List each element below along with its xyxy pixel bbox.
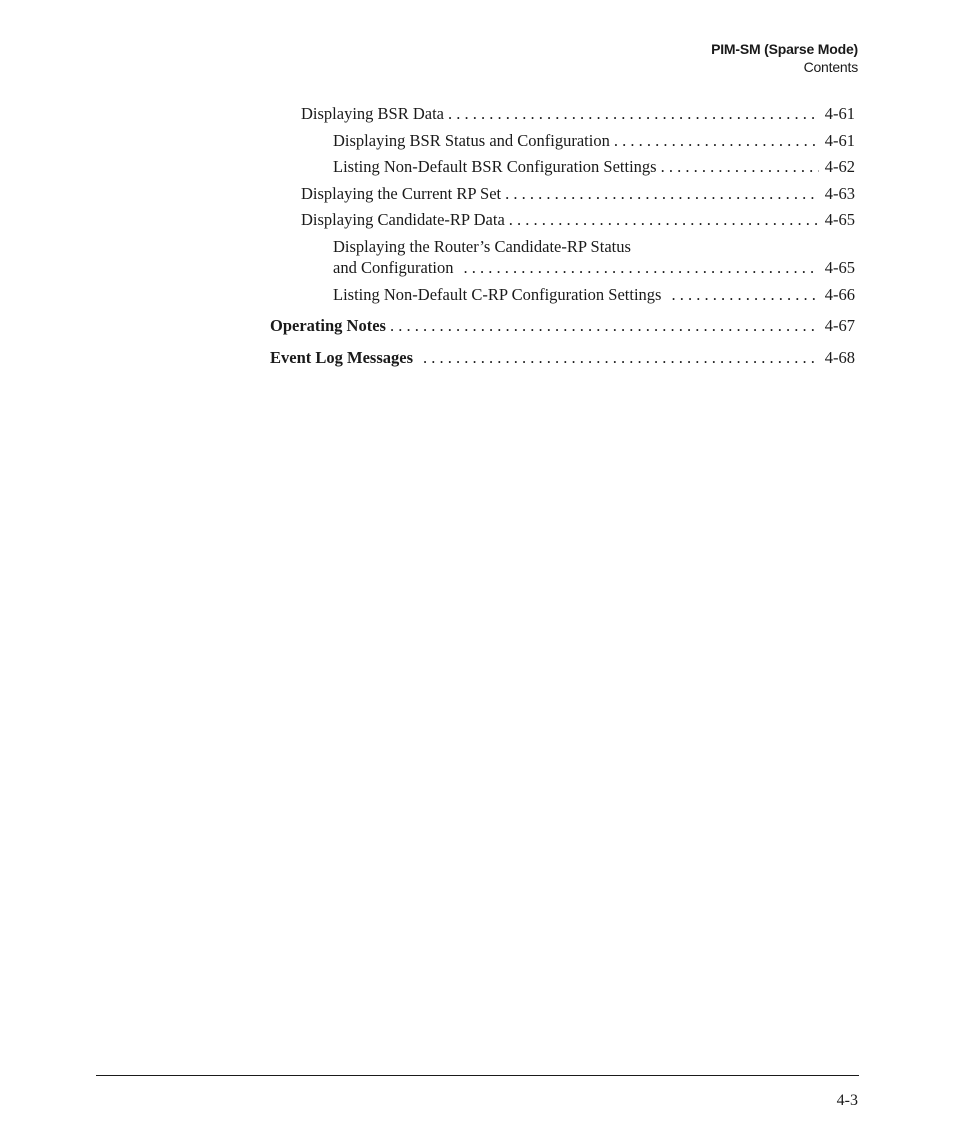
toc-entry-text: Displaying Candidate-RP Data xyxy=(301,210,505,229)
toc-entry-current-rp-set[interactable] xyxy=(301,183,855,204)
dot-leader xyxy=(390,315,819,336)
toc-entry-text-line1: Displaying the Router’s Candidate-RP Status xyxy=(333,237,631,256)
dot-leader xyxy=(614,130,819,151)
dot-leader xyxy=(661,156,819,177)
toc-entry-displaying-bsr-data[interactable] xyxy=(301,103,855,124)
toc-entry-text: Operating Notes xyxy=(270,316,386,335)
toc-entry-page: 4-68 xyxy=(824,348,855,367)
toc-entry-operating-notes[interactable] xyxy=(270,315,855,336)
toc-entry-page: 4-67 xyxy=(824,316,855,335)
toc-entry-page: 4-61 xyxy=(824,131,855,150)
dot-leader xyxy=(505,183,819,204)
toc-entry-text-line2: and Configuration xyxy=(333,258,454,277)
running-header xyxy=(711,40,858,76)
toc-entry-bsr-status-config[interactable] xyxy=(333,130,855,151)
toc-entry-candidate-rp-data[interactable] xyxy=(301,209,855,230)
toc-entry-page: 4-62 xyxy=(824,157,855,176)
dot-leader xyxy=(423,347,819,368)
toc-entry-page: 4-66 xyxy=(824,285,855,304)
toc-entry-event-log-messages[interactable] xyxy=(270,347,855,368)
chapter-title: PIM-SM (Sparse Mode) xyxy=(711,41,858,57)
toc-entry-router-candidate-rp-status[interactable] xyxy=(333,236,855,278)
toc-entry-page: 4-65 xyxy=(824,258,855,277)
dot-leader xyxy=(448,103,819,124)
footer-divider xyxy=(96,1075,859,1076)
toc-entry-non-default-bsr-settings[interactable] xyxy=(333,156,855,177)
toc-entry-text: Displaying the Current RP Set xyxy=(301,184,502,203)
dot-leader xyxy=(671,284,818,305)
toc-entry-non-default-crp-settings[interactable] xyxy=(333,284,855,305)
toc-entry-text: Displaying BSR Data xyxy=(301,104,444,123)
page-number: 4-3 xyxy=(836,1092,858,1109)
toc-entry-text: Event Log Messages xyxy=(270,348,413,367)
toc-entry-text: Listing Non-Default C-RP Configuration Settings xyxy=(333,285,662,304)
section-subtitle: Contents xyxy=(803,59,858,75)
toc-entry-page: 4-65 xyxy=(824,210,855,229)
toc-entry-text: Listing Non-Default BSR Configuration Settings xyxy=(333,157,657,176)
dot-leader xyxy=(464,257,819,278)
dot-leader xyxy=(509,209,819,230)
toc-entry-text: Displaying BSR Status and Configuration xyxy=(333,131,610,150)
toc-entry-page: 4-61 xyxy=(824,104,855,123)
toc-entry-page: 4-63 xyxy=(824,184,855,203)
